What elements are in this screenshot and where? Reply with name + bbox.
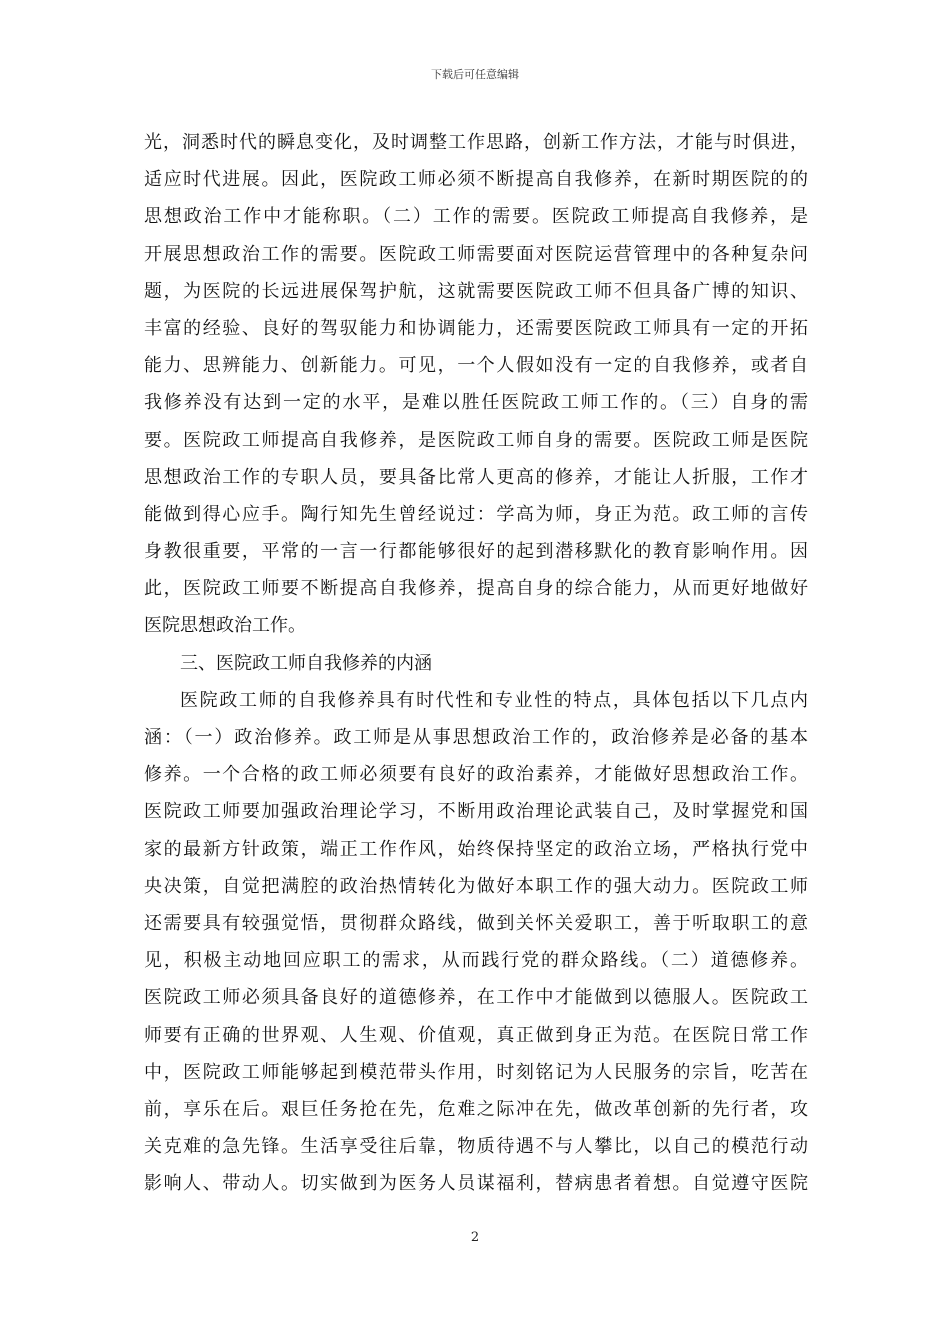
text-line: 修养。一个合格的政工师必须要有良好的政治素养，才能做好思想政治工作。 [144, 764, 808, 786]
text-line: 还需要具有较强觉悟，贯彻群众路线，做到关怀关爱职工，善于听取职工的意 [144, 912, 808, 934]
page-number: 2 [470, 1230, 480, 1245]
text-line: 此，医院政工师要不断提高自我修养，提高自身的综合能力，从而更好地做好 [144, 578, 808, 600]
text-line: 思想政治工作的专职人员，要具备比常人更高的修养，才能让人折服，工作才 [144, 466, 808, 488]
text-line: 医院思想政治工作。 [144, 615, 306, 637]
text-line: 影响人、带动人。切实做到为医务人员谋福利，替病患者着想。自觉遵守医院 [144, 1173, 808, 1195]
text-line: 要。医院政工师提高自我修养，是医院政工师自身的需要。医院政工师是医院 [144, 429, 808, 451]
section-heading: 三、医院政工师自我修养的内涵 [180, 652, 432, 674]
text-line: 央决策，自觉把满腔的政治热情转化为做好本职工作的强大动力。医院政工师 [144, 875, 808, 897]
text-line: 医院政工师的自我修养具有时代性和专业性的特点，具体包括以下几点内 [180, 689, 808, 711]
text-line: 能力、思辨能力、创新能力。可见，一个人假如没有一定的自我修养，或者自 [144, 355, 808, 377]
text-line: 见，积极主动地回应职工的需求，从而践行党的群众路线。（二）道德修养。 [144, 950, 808, 972]
text-line: 我修养没有达到一定的水平，是难以胜任医院政工师工作的。（三）自身的需 [144, 392, 808, 414]
text-line: 身教很重要，平常的一言一行都能够很好的起到潜移默化的教育影响作用。因 [144, 541, 808, 563]
text-line: 涵：（一）政治修养。政工师是从事思想政治工作的，政治修养是必备的基本 [144, 727, 808, 748]
text-line: 能做到得心应手。陶行知先生曾经说过：学高为师，身正为范。政工师的言传 [144, 503, 808, 525]
text-line: 思想政治工作中才能称职。（二）工作的需要。医院政工师提高自我修养，是 [144, 206, 808, 228]
text-line: 医院政工师必须具备良好的道德修养，在工作中才能做到以德服人。医院政工 [144, 987, 808, 1009]
text-line: 前，享乐在后。艰巨任务抢在先，危难之际冲在先，做改革创新的先行者，攻 [144, 1098, 808, 1120]
document-body [144, 124, 808, 1202]
text-line: 适应时代进展。因此，医院政工师必须不断提高自我修养，在新时期医院的的 [144, 169, 808, 191]
text-line: 中，医院政工师能够起到模范带头作用，时刻铭记为人民服务的宗旨，吃苦在 [144, 1061, 808, 1083]
text-line: 家的最新方针政策，端正工作作风，始终保持坚定的政治立场，严格执行党中 [144, 838, 808, 860]
text-line: 丰富的经验、良好的驾驭能力和协调能力，还需要医院政工师具有一定的开拓 [144, 317, 808, 339]
text-line: 题，为医院的长远进展保驾护航，这就需要医院政工师不但具备广博的知识、 [144, 280, 808, 302]
text-line: 师要有正确的世界观、人生观、价值观，真正做到身正为范。在医院日常工作 [144, 1024, 808, 1046]
text-line: 医院政工师要加强政治理论学习，不断用政治理论武装自己，及时掌握党和国 [144, 801, 808, 823]
text-line: 关克难的急先锋。生活享受往后靠，物质待遇不与人攀比，以自己的模范行动 [144, 1136, 808, 1158]
page-header: 下载后可任意编辑 [431, 68, 519, 81]
text-line: 开展思想政治工作的需要。医院政工师需要面对医院运营管理中的各种复杂问 [144, 243, 808, 265]
text-line: 光，洞悉时代的瞬息变化，及时调整工作思路，创新工作方法，才能与时俱进， [144, 132, 808, 153]
